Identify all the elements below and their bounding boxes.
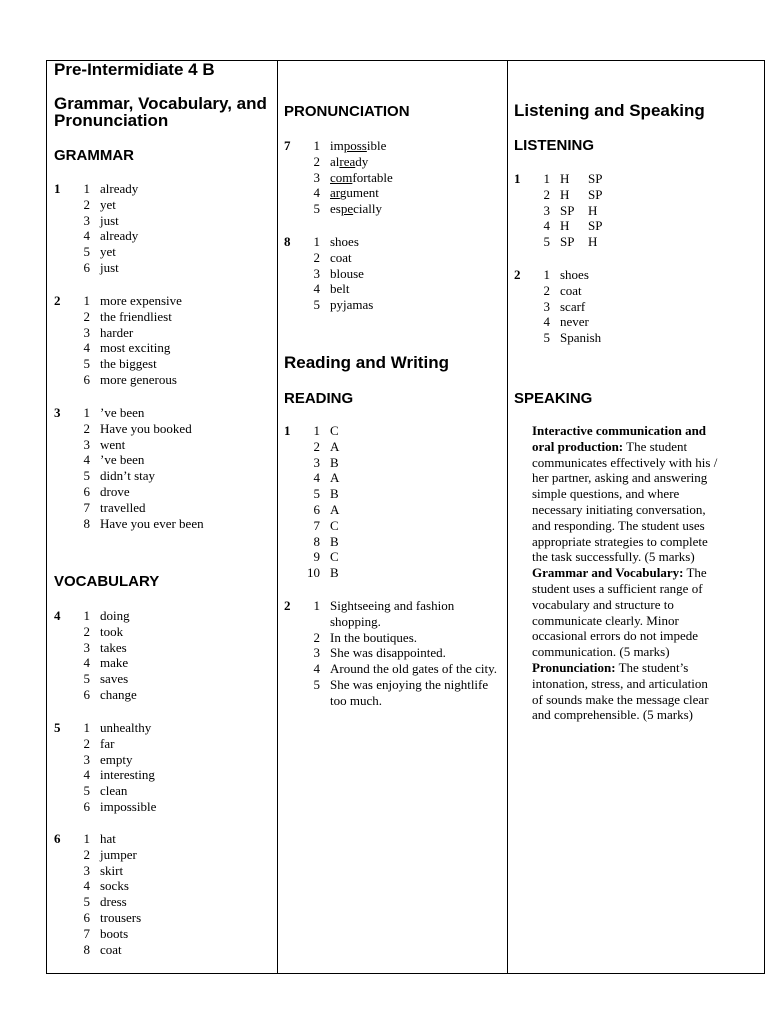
list-item — [284, 549, 499, 565]
item-answer: most exciting — [100, 340, 171, 356]
list-item — [284, 645, 499, 661]
list-item — [284, 281, 499, 297]
item-answer: Have you booked — [100, 420, 192, 436]
item-number: 6 — [313, 501, 320, 517]
item-answer: went — [100, 436, 126, 452]
item-answer: just — [100, 259, 119, 275]
item-number: 5 — [83, 671, 90, 687]
criterion-label: Grammar and Vocabulary: — [532, 565, 684, 581]
page-title: Pre-Intermidiate 4 B — [54, 60, 215, 79]
item-answer — [330, 201, 499, 217]
item-answer: blouse — [330, 265, 364, 281]
stressed-syllable: rea — [339, 153, 356, 169]
item-number: 3 — [543, 298, 550, 314]
exercise-4 — [54, 608, 269, 703]
item-number: 5 — [83, 468, 90, 484]
item-answer: B — [330, 565, 339, 581]
item-number: 3 — [83, 212, 90, 228]
list-item — [514, 187, 729, 203]
list-item — [284, 201, 499, 217]
speaking-heading: SPEAKING — [514, 390, 593, 407]
item-answer: yet — [100, 244, 116, 260]
item-answer: C — [330, 549, 339, 565]
answer-b: H — [588, 234, 598, 250]
item-answer: never — [560, 314, 589, 330]
item-answer: just — [100, 212, 119, 228]
listening-exercise-1 — [514, 171, 729, 250]
item-number: 6 — [83, 686, 90, 702]
item-answer: the friendliest — [100, 308, 172, 324]
list-item — [54, 687, 269, 703]
item-answer — [560, 234, 729, 250]
item-answer: coat — [560, 282, 582, 298]
criterion-text: The student communicates effectively with his / her partner, asking and answering simple questions, and where necessary initiating conversation, and responding. The student uses appropriate strategies to complete the task successfully. (5 marks) — [532, 438, 718, 565]
exercise-number: 1 — [514, 171, 521, 186]
item-answer: yet — [100, 196, 116, 212]
item-answer: socks — [100, 878, 129, 894]
item-answer: the biggest — [100, 356, 157, 372]
item-answer: trousers — [100, 909, 142, 925]
item-number: 1 — [83, 831, 90, 846]
word-part: fortable — [352, 169, 393, 185]
item-number: 3 — [313, 265, 320, 281]
list-item — [514, 171, 729, 187]
list-item — [514, 330, 729, 346]
item-answer: She was disappointed. — [330, 645, 446, 661]
item-number: 4 — [313, 185, 320, 201]
grammar-heading: GRAMMAR — [54, 147, 134, 164]
list-item — [284, 565, 499, 581]
word-part: es — [330, 201, 341, 217]
item-answer: saves — [100, 671, 129, 687]
item-answer — [330, 185, 499, 201]
item-number: 2 — [83, 420, 90, 436]
item-answer: took — [100, 623, 124, 639]
item-number: 5 — [83, 783, 90, 799]
speaking-criterion — [514, 565, 722, 660]
list-item — [54, 309, 269, 325]
item-number: 2 — [543, 186, 550, 202]
item-number: 6 — [83, 259, 90, 275]
item-answer — [560, 187, 729, 203]
speaking-criterion — [514, 660, 722, 723]
item-number: 1 — [83, 405, 90, 420]
list-item — [284, 518, 499, 534]
list-item — [54, 942, 269, 958]
list-item — [514, 203, 729, 219]
answer-a: SP — [560, 202, 575, 218]
word-part: al — [330, 153, 340, 169]
list-item — [514, 299, 729, 315]
list-item — [284, 630, 499, 646]
item-number: 1 — [543, 171, 550, 186]
list-item — [54, 372, 269, 388]
item-number: 4 — [313, 470, 320, 486]
item-answer — [330, 170, 499, 186]
list-item — [284, 138, 499, 154]
item-number: 2 — [313, 629, 320, 645]
item-number: 1 — [83, 181, 90, 196]
item-number: 1 — [83, 608, 90, 623]
answer-b: SP — [588, 218, 603, 234]
item-number: 1 — [543, 267, 550, 282]
item-number: 5 — [313, 486, 320, 502]
exercise-2 — [54, 293, 269, 388]
item-number: 1 — [313, 423, 320, 438]
item-answer: belt — [330, 281, 350, 297]
list-item — [284, 250, 499, 266]
listening-speaking-heading: Listening and Speaking — [514, 101, 705, 120]
item-answer: interesting — [100, 767, 155, 783]
item-number: 4 — [83, 655, 90, 671]
item-answer: She was enjoying the nightlife too much. — [330, 676, 489, 708]
list-item — [284, 423, 499, 439]
column-pronunciation-reading — [278, 61, 508, 973]
list-item — [54, 640, 269, 656]
vocabulary-heading: VOCABULARY — [54, 573, 160, 590]
item-answer: ’ve been — [100, 405, 145, 420]
word-part: dy — [355, 153, 369, 169]
item-number: 1 — [313, 138, 320, 153]
list-item — [54, 197, 269, 213]
word-part: gument — [339, 185, 379, 201]
item-number: 2 — [543, 282, 550, 298]
list-item — [284, 234, 499, 250]
item-number: 8 — [313, 533, 320, 549]
item-number: 3 — [83, 436, 90, 452]
reading-writing-heading: Reading and Writing — [284, 353, 449, 372]
exercise-7 — [284, 138, 499, 217]
item-answer: A — [330, 470, 340, 486]
item-number: 2 — [313, 438, 320, 454]
item-answer: coat — [100, 941, 122, 957]
list-item — [54, 608, 269, 624]
criterion-text: The student uses a sufficient range of vocabulary and structure to communicate clearly. Minor occasional errors do not impede communication. (5 marks) — [532, 565, 707, 660]
word-part: im — [330, 138, 344, 153]
item-answer: already — [100, 228, 139, 244]
list-item — [284, 185, 499, 201]
item-number: 4 — [83, 878, 90, 894]
item-answer: impossible — [100, 798, 157, 814]
item-answer: change — [100, 686, 137, 702]
item-number: 5 — [83, 894, 90, 910]
item-number: 7 — [83, 499, 90, 515]
item-answer: A — [330, 438, 340, 454]
item-number: 1 — [313, 234, 320, 249]
list-item — [54, 405, 269, 421]
list-item — [54, 847, 269, 863]
item-number: 2 — [83, 846, 90, 862]
exercise-number: 8 — [284, 234, 291, 249]
list-item — [284, 297, 499, 313]
criterion-label: Interactive communication and oral production: — [532, 423, 707, 454]
exercise-number: 3 — [54, 405, 61, 420]
item-number: 2 — [83, 196, 90, 212]
item-answer: scarf — [560, 298, 586, 314]
item-answer: jumper — [100, 846, 137, 862]
exercise-number: 2 — [54, 293, 61, 308]
list-item — [54, 244, 269, 260]
list-item — [54, 752, 269, 768]
list-item — [54, 767, 269, 783]
item-answer: clean — [100, 783, 128, 799]
item-number: 9 — [313, 549, 320, 565]
list-item — [284, 661, 499, 677]
list-item — [54, 356, 269, 372]
listening-exercise-2 — [514, 267, 729, 346]
item-number: 3 — [83, 751, 90, 767]
stressed-syllable: poss — [343, 138, 367, 153]
item-answer: coat — [330, 249, 352, 265]
item-answer: Around the old gates of the city. — [330, 661, 498, 677]
item-number: 1 — [83, 720, 90, 735]
item-number: 6 — [83, 909, 90, 925]
list-item — [54, 325, 269, 341]
item-number: 4 — [83, 340, 90, 356]
item-answer: travelled — [100, 499, 146, 515]
exercise-number: 4 — [54, 608, 61, 623]
exercise-6 — [54, 831, 269, 957]
column-grammar-vocabulary — [47, 61, 278, 973]
item-answer: boots — [100, 925, 129, 941]
answer-a: SP — [560, 234, 575, 250]
list-item — [54, 468, 269, 484]
list-item — [54, 516, 269, 532]
item-number: 1 — [313, 598, 320, 613]
item-answer: shoes — [330, 234, 359, 249]
item-number: 2 — [313, 249, 320, 265]
item-answer: dress — [100, 894, 127, 910]
exercise-number: 6 — [54, 831, 61, 846]
item-number: 2 — [83, 735, 90, 751]
list-item — [284, 598, 499, 630]
list-item — [54, 500, 269, 516]
stressed-syllable: com — [330, 169, 353, 185]
item-answer — [560, 171, 729, 187]
item-number: 3 — [83, 324, 90, 340]
item-answer: doing — [100, 608, 130, 623]
list-item — [54, 799, 269, 815]
answer-b: SP — [588, 186, 603, 202]
item-number: 6 — [83, 483, 90, 499]
item-answer — [560, 218, 729, 234]
list-item — [284, 266, 499, 282]
item-answer: more expensive — [100, 293, 182, 308]
list-item — [284, 170, 499, 186]
item-answer: B — [330, 533, 339, 549]
item-number: 2 — [83, 623, 90, 639]
item-answer: didn’t stay — [100, 468, 156, 484]
item-number: 3 — [543, 202, 550, 218]
list-item — [514, 267, 729, 283]
item-number: 7 — [83, 925, 90, 941]
list-item — [514, 283, 729, 299]
item-number: 3 — [313, 169, 320, 185]
item-answer: In the boutiques. — [330, 629, 418, 645]
exercise-number: 2 — [284, 598, 291, 613]
item-answer: drove — [100, 483, 130, 499]
item-answer: far — [100, 735, 115, 751]
exercise-3 — [54, 405, 269, 531]
item-number: 4 — [313, 661, 320, 677]
list-item — [54, 624, 269, 640]
item-answer: shoes — [560, 267, 589, 282]
item-answer: B — [330, 454, 339, 470]
item-number: 10 — [307, 565, 320, 581]
item-number: 5 — [543, 234, 550, 250]
word-part: ible — [366, 138, 387, 153]
item-number: 5 — [83, 356, 90, 372]
item-answer: Have you ever been — [100, 515, 204, 531]
item-answer: Sightseeing and fashion shopping. — [330, 598, 455, 629]
item-number: 5 — [83, 244, 90, 260]
item-answer: A — [330, 501, 340, 517]
list-item — [284, 677, 499, 709]
list-item — [54, 213, 269, 229]
list-item — [284, 470, 499, 486]
item-answer: unhealthy — [100, 720, 152, 735]
item-answer — [330, 138, 499, 154]
list-item — [54, 926, 269, 942]
list-item — [54, 783, 269, 799]
list-item — [514, 234, 729, 250]
list-item — [54, 671, 269, 687]
item-answer: harder — [100, 324, 134, 340]
list-item — [54, 340, 269, 356]
list-item — [54, 720, 269, 736]
item-answer: ’ve been — [100, 452, 145, 468]
list-item — [54, 181, 269, 197]
exercise-8 — [284, 234, 499, 313]
item-number: 2 — [313, 153, 320, 169]
exercise-number: 7 — [284, 138, 291, 153]
list-item — [54, 910, 269, 926]
list-item — [514, 314, 729, 330]
item-answer: C — [330, 517, 339, 533]
list-item — [284, 439, 499, 455]
item-answer: more generous — [100, 371, 177, 387]
item-number: 5 — [313, 201, 320, 217]
item-answer — [330, 154, 499, 170]
list-item — [54, 260, 269, 276]
item-answer: skirt — [100, 862, 124, 878]
item-number: 8 — [83, 515, 90, 531]
item-number: 7 — [313, 517, 320, 533]
list-item — [54, 484, 269, 500]
item-number: 5 — [313, 676, 320, 692]
item-answer: Spanish — [560, 330, 602, 346]
item-number: 1 — [83, 293, 90, 308]
list-item — [54, 878, 269, 894]
answer-b: SP — [588, 171, 603, 186]
item-answer: hat — [100, 831, 116, 846]
item-number: 2 — [83, 308, 90, 324]
list-item — [284, 502, 499, 518]
item-answer: pyjamas — [330, 297, 374, 313]
item-number: 3 — [313, 645, 320, 661]
listening-heading: LISTENING — [514, 137, 595, 154]
item-answer: takes — [100, 639, 127, 655]
exercise-number: 1 — [284, 423, 291, 438]
word-part: cially — [353, 201, 383, 217]
list-item — [284, 455, 499, 471]
exercise-number: 5 — [54, 720, 61, 735]
list-item — [54, 421, 269, 437]
item-number: 3 — [313, 454, 320, 470]
item-number: 5 — [543, 330, 550, 346]
speaking-criteria — [514, 423, 722, 723]
list-item — [54, 437, 269, 453]
item-number: 6 — [83, 371, 90, 387]
list-item — [54, 736, 269, 752]
item-answer — [560, 203, 729, 219]
exercise-5 — [54, 720, 269, 815]
item-number: 5 — [313, 297, 320, 313]
list-item — [514, 218, 729, 234]
pronunciation-heading: PRONUNCIATION — [284, 103, 410, 120]
item-number: 3 — [83, 639, 90, 655]
column-listening-speaking — [508, 61, 764, 973]
item-number: 8 — [83, 941, 90, 957]
item-number: 4 — [543, 314, 550, 330]
stressed-syllable: ar — [330, 185, 340, 201]
item-number: 4 — [313, 281, 320, 297]
answer-key-table — [46, 60, 765, 974]
speaking-criterion — [514, 423, 722, 565]
list-item — [54, 894, 269, 910]
item-answer: C — [330, 423, 339, 438]
answer-a: H — [560, 186, 570, 202]
item-number: 4 — [83, 452, 90, 468]
stressed-syllable: pe — [340, 201, 354, 217]
list-item — [284, 534, 499, 550]
list-item — [54, 452, 269, 468]
list-item — [284, 486, 499, 502]
exercise-1 — [54, 181, 269, 276]
reading-heading: READING — [284, 390, 354, 407]
list-item — [54, 655, 269, 671]
item-number: 4 — [543, 218, 550, 234]
answer-a: H — [560, 218, 570, 234]
answer-a: H — [560, 171, 570, 186]
exercise-number: 2 — [514, 267, 521, 282]
item-number: 4 — [83, 228, 90, 244]
list-item — [54, 831, 269, 847]
list-item — [54, 228, 269, 244]
list-item — [284, 154, 499, 170]
section-title: Grammar, Vocabulary, and Pronunciation — [54, 94, 267, 130]
item-answer: make — [100, 655, 129, 671]
criterion-label: Pronunciation: — [532, 659, 616, 675]
list-item — [54, 293, 269, 309]
item-number: 4 — [83, 767, 90, 783]
reading-exercise-1 — [284, 423, 499, 581]
item-answer: empty — [100, 751, 133, 767]
item-number: 3 — [83, 862, 90, 878]
answer-b: H — [588, 202, 598, 218]
item-answer: already — [100, 181, 139, 196]
exercise-number: 1 — [54, 181, 61, 196]
criterion-text: The student’s intonation, stress, and articulation of sounds make the message clear and comprehensible. (5 marks) — [532, 659, 709, 723]
item-number: 6 — [83, 798, 90, 814]
list-item — [54, 863, 269, 879]
item-answer: B — [330, 486, 339, 502]
reading-exercise-2 — [284, 598, 499, 709]
